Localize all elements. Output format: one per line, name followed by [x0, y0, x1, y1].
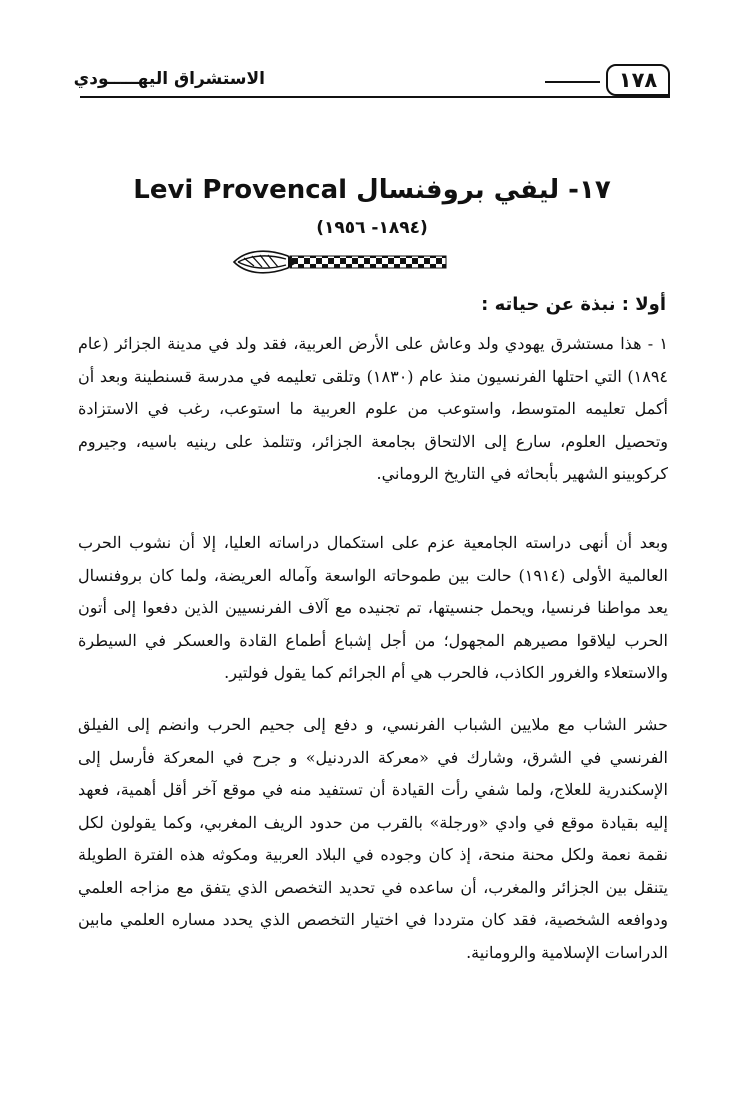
running-title: الاستشراق اليهـــــودي [73, 69, 265, 89]
page-number: ١٧٨ [606, 64, 670, 96]
chapter-title: ١٧- ليفي بروفنسال Levi Provencal [133, 175, 611, 205]
header-rule [80, 96, 670, 98]
quill-ornament-icon [232, 246, 450, 278]
paragraph-1: ١ - هذا مستشرق يهودي ولد وعاش على الأرض العربية، فقد ولد في مدينة الجزائر (عام ١٨٩٤) التي احتلها الفرنسيون منذ عام (١٨٣٠) وتلقى تعليمه في مدرسة قسنطينة وبعد أن أكمل تعليمه المتوسط، واستوعب من علوم العربية ما استوعب، رغب في الاستزادة وتحصيل العلوم، سارع إلى الالتحاق بجامعة الجزائر، وتتلمذ على رينيه باسيه، وجيروم كركوبينو الشهير بأبحاثه في التاريخ الروماني. [78, 334, 669, 483]
chapter-dates: (١٨٩٤- ١٩٥٦) [316, 218, 428, 238]
page-header [73, 64, 670, 98]
header-dash-line [545, 81, 600, 83]
paragraph-3: حشر الشاب مع ملايين الشباب الفرنسي، و دفع إلى جحيم الحرب وانضم إلى الفيلق الفرنسي في الشرق، وشارك في «معركة الدردنيل» و جرح في المعركة فأرسل إلى الإسكندرية للعلاج، ولما شفي رأت القيادة أن تستفيد منه في موقع آخر أقل أهمية، فعهد إليه بقيادة موقع في وادي «ورجلة» بالقرب من حدود الريف المغربي، وكما يقولون لكل نقمة نعمة ولكل محنة منحة، إذ كان وجوده في البلاد العربية ومكوثه هذه الفترة الطويلة يتنقل بين الجزائر والمغرب، أن ساعده في تحديد التخصص الذي يتفق مع مزاجه العلمي ودوافعه الشخصية، فقد كان مترددا في اختيار التخصص الذي يحدد مساره العلمي مابين الدراسات الإسلامية والرومانية. [78, 715, 668, 962]
paragraph-2: وبعد أن أنهى دراسته الجامعية عزم على استكمال دراساته العليا، إلا أن نشوب الحرب العالمية الأولى (١٩١٤) حالت بين طموحاته الواسعة وآماله العريضة، ولما كان بروفنسال يعد مواطنا فرنسيا، ويحمل جنسيتها، تم تجنيده مع آلاف الفرنسيين الذين دفعوا إلى أتون الحرب ليلاقوا مصيرهم المجهول؛ من أجل إشباع أطماع القادة والعسكر في السيطرة والاستعلاء والغرور الكاذب، فالحرب هي أم الجرائم كما يقول فولتير. [78, 533, 669, 682]
section-heading: أولا : نبذة عن حياته : [481, 294, 666, 315]
